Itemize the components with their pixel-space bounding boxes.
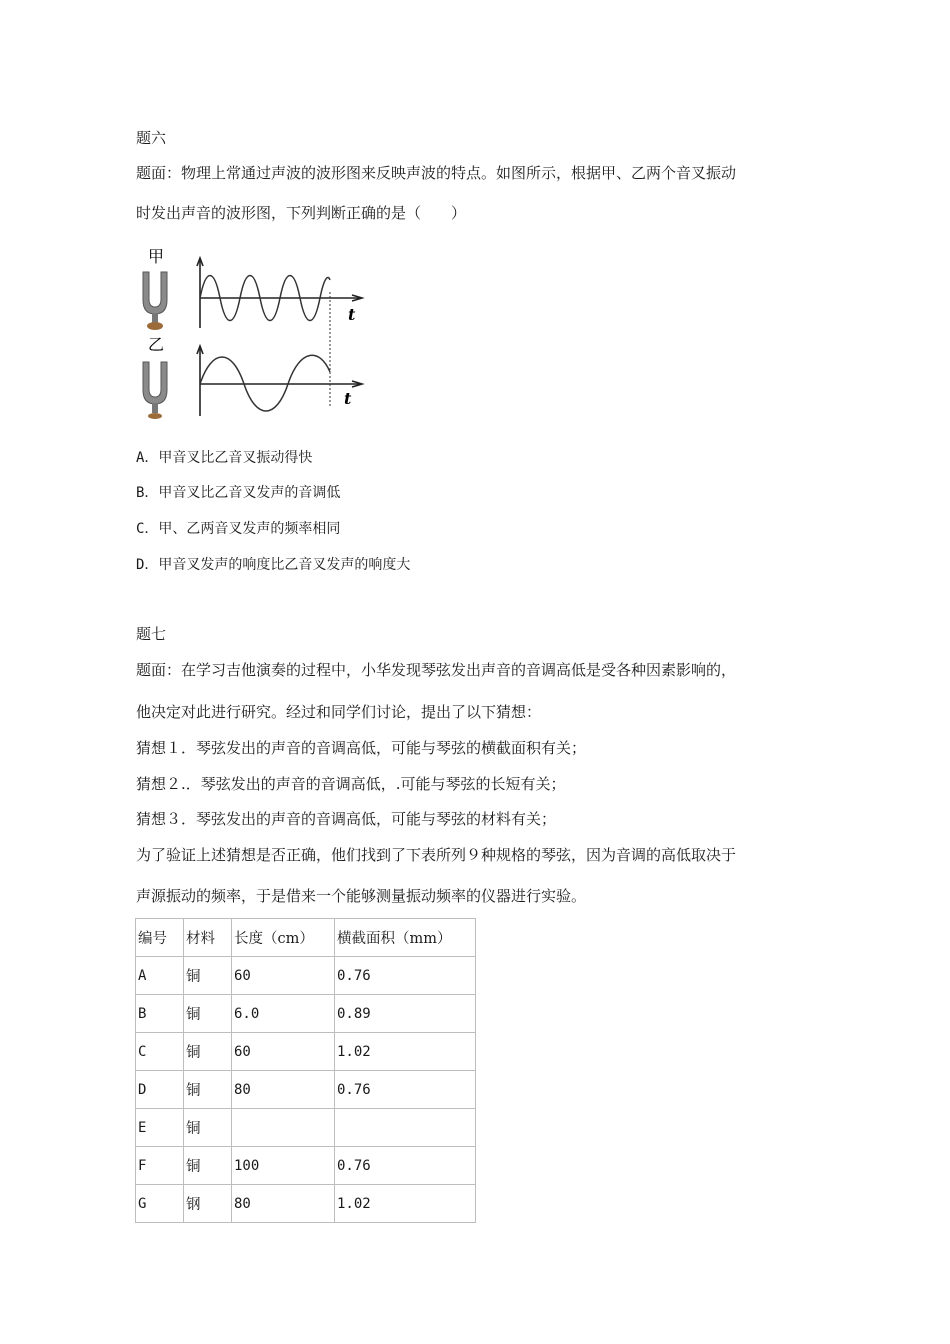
q6-stem-line1: 题面：物理上常通过声波的波形图来反映声波的特点。如图所示，根据甲、乙两个音叉振动	[136, 164, 737, 182]
table-cell: 80	[232, 1071, 335, 1109]
tuning-fork-waveform-figure	[134, 244, 374, 419]
table-cell: 60	[232, 957, 335, 995]
table-cell: 60	[232, 1033, 335, 1071]
table-cell	[232, 1109, 335, 1147]
table-cell: 6.0	[232, 995, 335, 1033]
q6-option-d: D．甲音叉发声的响度比乙音叉发声的响度大	[136, 557, 411, 573]
axis-label-t-top: t	[348, 305, 356, 324]
table-cell: 钢	[184, 1185, 232, 1223]
q7-line-1: 题面：在学习吉他演奏的过程中，小华发现琴弦发出声音的音调高低是受各种因素影响的，	[136, 661, 737, 679]
table-header-cell: 长度（cm）	[232, 919, 335, 957]
q6-option-b: B．甲音叉比乙音叉发声的音调低	[136, 485, 341, 501]
q7-heading: 题七	[136, 625, 167, 643]
waveform-yi	[200, 355, 330, 411]
table-cell: E	[136, 1109, 184, 1147]
table-cell: 铜	[184, 995, 232, 1033]
table-cell: 0.76	[335, 1071, 476, 1109]
string-spec-table	[135, 918, 476, 1223]
table-cell: 铜	[184, 1147, 232, 1185]
table-cell: 1.02	[335, 1033, 476, 1071]
table-cell	[335, 1109, 476, 1147]
q7-line-6: 为了验证上述猜想是否正确，他们找到了下表所列９种规格的琴弦，因为音调的高低取决于	[136, 846, 737, 864]
table-header-cell: 材料	[184, 919, 232, 957]
table-row	[136, 1033, 476, 1071]
tuning-fork-jia-icon	[143, 272, 167, 330]
q6-heading: 题六	[136, 129, 167, 147]
table-cell: F	[136, 1147, 184, 1185]
q7-guess-3: 猜想３．琴弦发出的声音的音调高低，可能与琴弦的材料有关；	[136, 810, 557, 828]
table-cell: C	[136, 1033, 184, 1071]
label-yi: 乙	[148, 335, 165, 354]
table-cell: 0.76	[335, 957, 476, 995]
q6-option-a: A．甲音叉比乙音叉振动得快	[136, 450, 313, 466]
table-row	[136, 957, 476, 995]
table-header-cell: 编号	[136, 919, 184, 957]
table-header-cell: 横截面积（mm）	[335, 919, 476, 957]
table-cell: 铜	[184, 957, 232, 995]
table-cell: 80	[232, 1185, 335, 1223]
q7-line-2: 他决定对此进行研究。经过和同学们讨论，提出了以下猜想：	[136, 703, 542, 721]
table-row	[136, 1185, 476, 1223]
q7-line-7: 声源振动的频率，于是借来一个能够测量振动频率的仪器进行实验。	[136, 887, 587, 905]
table-cell: 100	[232, 1147, 335, 1185]
q7-guess-1: 猜想１．琴弦发出的声音的音调高低，可能与琴弦的横截面积有关；	[136, 739, 587, 757]
label-jia: 甲	[148, 247, 165, 266]
table-cell: B	[136, 995, 184, 1033]
table-header-row	[136, 919, 476, 957]
table-cell: A	[136, 957, 184, 995]
waveform-jia-axes	[197, 258, 362, 328]
q7-guess-2: 猜想２.．琴弦发出的声音的音调高低，.可能与琴弦的长短有关；	[136, 775, 566, 793]
table-cell: 铜	[184, 1109, 232, 1147]
table-row	[136, 1109, 476, 1147]
axis-label-t-bottom: t	[344, 389, 352, 408]
table-cell: 0.76	[335, 1147, 476, 1185]
table-cell: D	[136, 1071, 184, 1109]
q6-stem-line2: 时发出声音的波形图，下列判断正确的是（ ）	[136, 204, 467, 222]
q6-option-c: C．甲、乙两音叉发声的频率相同	[136, 521, 341, 537]
table-row	[136, 1147, 476, 1185]
table-row	[136, 1071, 476, 1109]
table-cell: G	[136, 1185, 184, 1223]
tuning-fork-yi-icon	[143, 362, 167, 419]
table-cell: 0.89	[335, 995, 476, 1033]
table-row	[136, 995, 476, 1033]
table-cell: 铜	[184, 1071, 232, 1109]
table-cell: 1.02	[335, 1185, 476, 1223]
table-cell: 铜	[184, 1033, 232, 1071]
